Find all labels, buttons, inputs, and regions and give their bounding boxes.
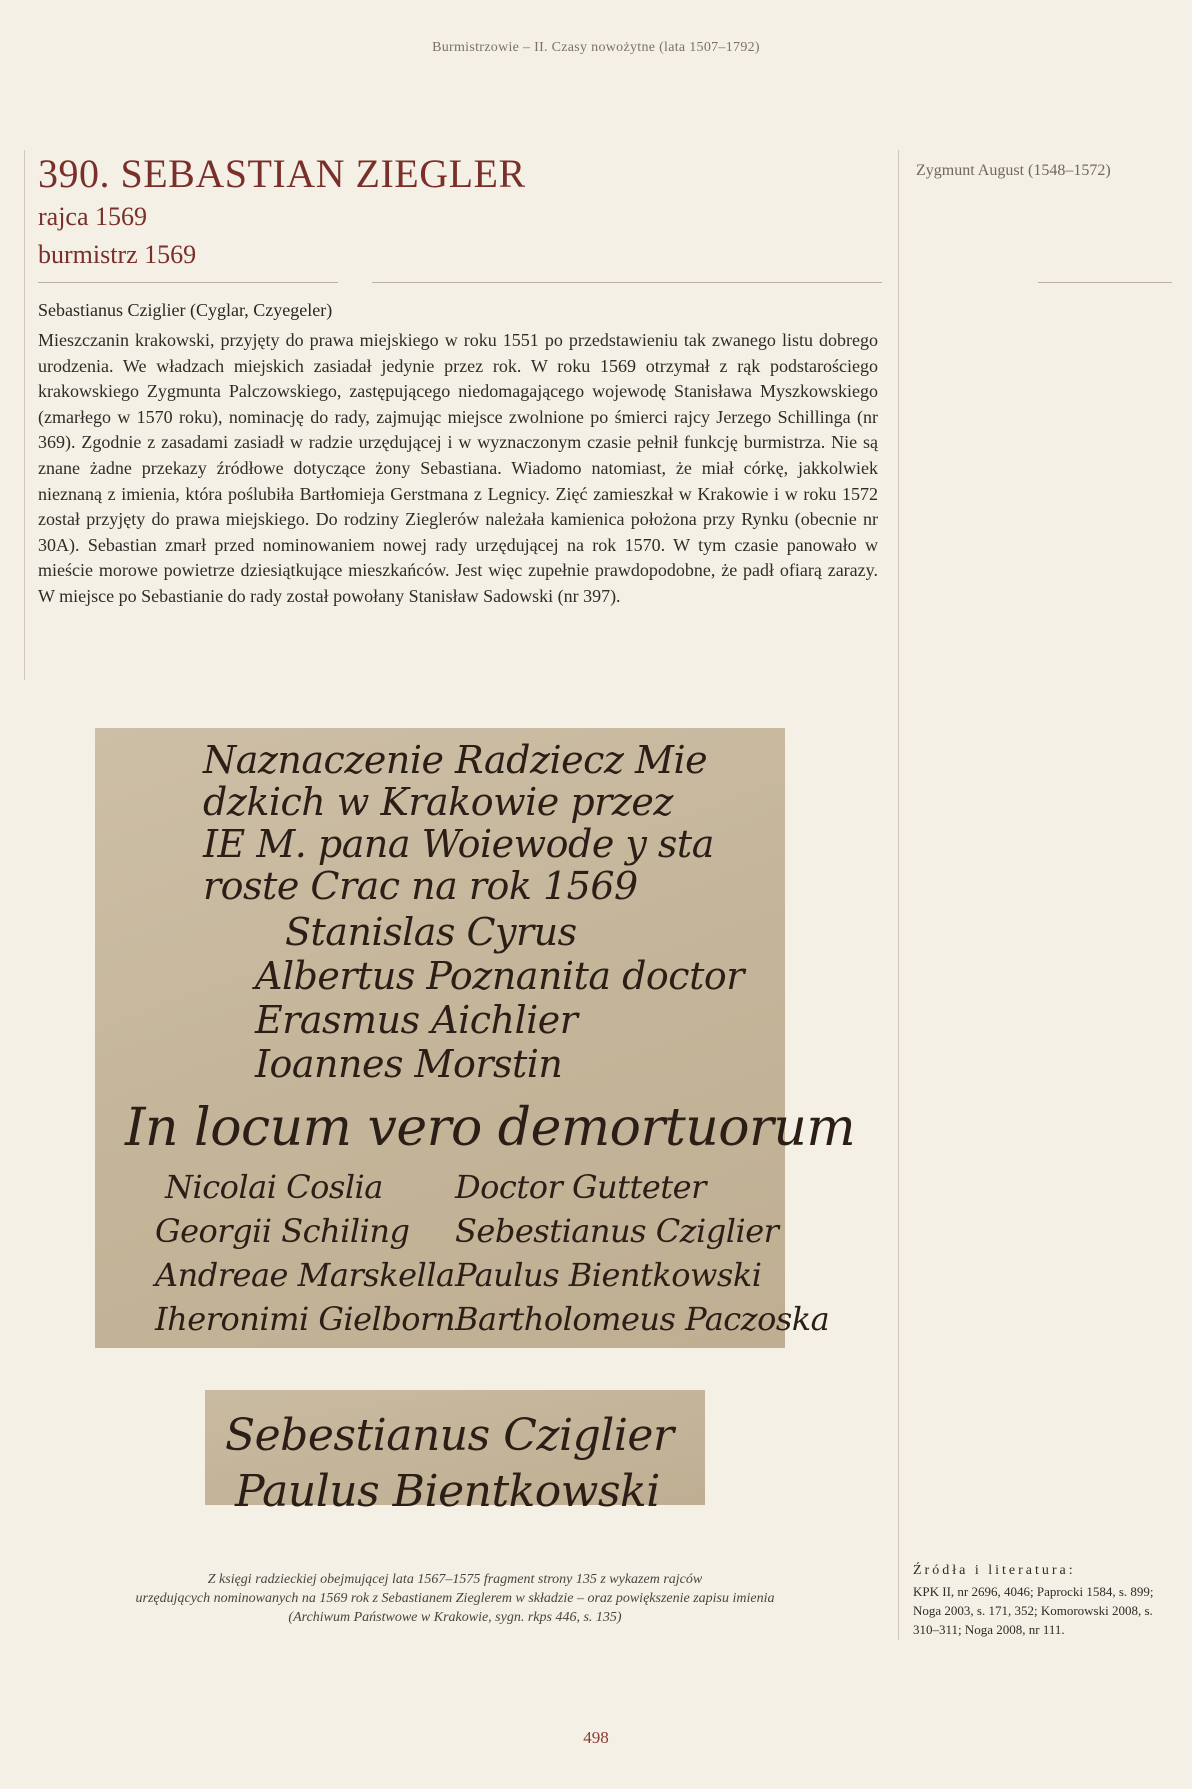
ms-line: Albertus Poznanita doctor: [255, 954, 744, 998]
office-councillor: rajca 1569: [38, 202, 148, 231]
page-number: 498: [583, 1728, 609, 1747]
caption-line: urzędujących nominowanych na 1569 rok z Sebastianem Zieglerem w składzie – oraz powiększenie zapisu imienia: [135, 1591, 775, 1606]
ms-line: Naznaczenie Radziecz Mie: [203, 738, 708, 782]
ms-line: Paulus Bientkowski: [455, 1256, 762, 1294]
entry-title: 390. SEBASTIAN ZIEGLER: [38, 151, 526, 196]
title-rule-short: [38, 282, 338, 283]
manuscript-detail-image: [205, 1390, 705, 1517]
left-margin-rule: [24, 150, 25, 680]
ms-line: In locum vero demortuorum: [125, 1098, 856, 1158]
ms-line: roste Crac na rok 1569: [203, 864, 638, 908]
image-caption: [60, 1570, 850, 1627]
caption-line: (Archiwum Państwowe w Krakowie, sygn. rkps 446, s. 135): [288, 1610, 622, 1625]
ms-line: Sebestianus Cziglier: [455, 1212, 779, 1250]
sidebar-divider-rule: [898, 150, 899, 1640]
ms-line: Nicolai Coslia: [165, 1168, 383, 1206]
ms-line: Doctor Gutteter: [455, 1168, 706, 1206]
sidebar-rule: [1038, 282, 1172, 283]
sources-title: Źródła i literatura:: [913, 1563, 1076, 1578]
sources-text: KPK II, nr 2696, 4046; Paprocki 1584, s. 899; Noga 2003, s. 171, 352; Komorowski 2008, s. 310–311; Noga 2008, nr 111.: [913, 1584, 1154, 1637]
sidebar-reign: Zygmunt August (1548–1572): [916, 162, 1111, 179]
ms-line: Georgii Schiling: [155, 1212, 410, 1250]
ms-line: Bartholomeus Paczoska: [455, 1300, 830, 1338]
ms-line: dzkich w Krakowie przez: [203, 780, 673, 824]
office-mayor: burmistrz 1569: [38, 240, 197, 269]
running-header: Burmistrzowie – II. Czasy nowożytne (lata 1507–1792): [432, 40, 760, 55]
detail-line: Sebestianus Cziglier: [225, 1410, 674, 1461]
ms-line: Andreae Marskella: [155, 1256, 455, 1294]
name-variants: Sebastianus Cziglier (Cyglar, Czyegeler): [38, 300, 333, 320]
ms-line: Ioannes Morstin: [255, 1042, 563, 1086]
ms-line: Iheronimi Gielborn: [155, 1300, 455, 1338]
biography-text: Mieszczanin krakowski, przyjęty do prawa miejskiego w roku 1551 po przedstawieniu tak zwanego listu dobrego urodzenia. We władzach miejskich zasiadał jedynie przez rok. W roku 1569 otrzymał z rąk podstarościego krakowskiego Zygmunta Palczowskiego, zastępującego niedomagającego wojewodę Stanisława Myszkowskiego (zmarłego w 1570 roku), nominację do rady, zajmując miejsce zwolnione po śmierci rajcy Jerzego Schillinga (nr 369). Zgodnie z zasadami zasiadł w radzie urzędującej i w wyznaczonym czasie pełnił funkcję burmistrza. Nie są znane żadne przekazy źródłowe dotyczące żony Sebastiana. Wiadomo natomiast, że miał córkę, jakkolwiek nieznaną z imienia, która poślubiła Bartłomieja Gerstmana z Legnicy. Zięć zamieszkał w Krakowie i w roku 1572 został przyjęty do prawa miejskiego. Do rodziny Zieglerów należała kamienica położona przy Rynku (obecnie nr 30A). Sebastian zmarł przed nominowaniem nowej rady urzędującej na rok 1570. W tym czasie panowało w mieście morowe powietrze dziesiątkujące mieszkańców. Jest więc zupełnie prawdopodobne, że padł ofiarą zarazy. W miejsce po Sebastianie do rady został powołany Stanisław Sadowski (nr 397).: [38, 330, 878, 606]
manuscript-image: [95, 728, 856, 1348]
caption-line: Z księgi radzieckiej obejmującej lata 1567–1575 fragment strony 135 z wykazem rajców: [207, 1572, 703, 1587]
ms-line: IE M. pana Woiewode y sta: [203, 822, 714, 866]
title-rule-long: [372, 282, 882, 283]
detail-line: Paulus Bientkowski: [235, 1466, 660, 1517]
ms-line: Stanislas Cyrus: [285, 910, 577, 954]
ms-line: Erasmus Aichlier: [255, 998, 578, 1042]
